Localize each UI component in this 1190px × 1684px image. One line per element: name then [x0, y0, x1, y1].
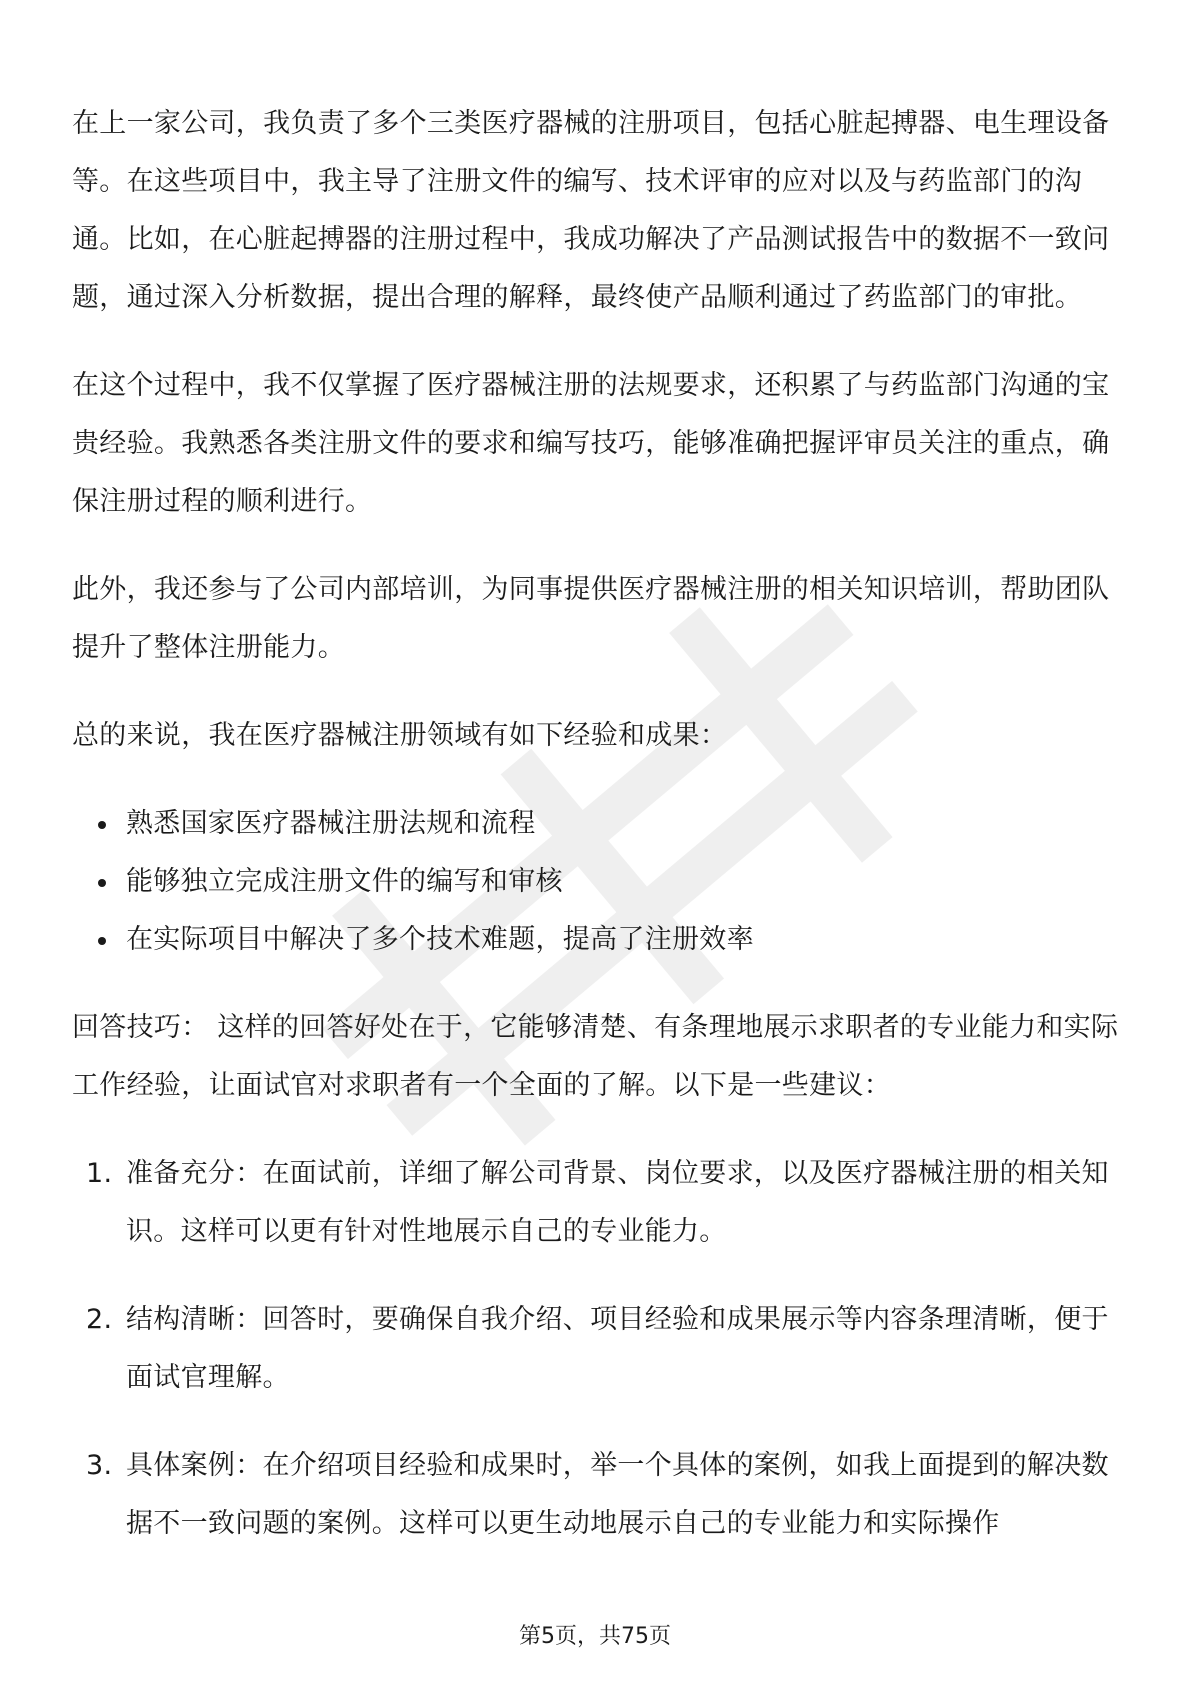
item-number: 1. [86, 1158, 113, 1189]
bullet-dot-icon [98, 937, 106, 945]
list-item [72, 853, 1122, 911]
bullet-dot-icon [98, 879, 106, 887]
numbered-item-text: 结构清晰：回答时，要确保自我介绍、项目经验和成果展示等内容条理清晰，便于面试官理解。 [126, 1304, 1109, 1393]
bullet-dot-icon [98, 821, 106, 829]
numbered-item-text: 准备充分：在面试前，详细了解公司背景、岗位要求，以及医疗器械注册的相关知识。这样可以更有针对性地展示自己的专业能力。 [126, 1158, 1109, 1247]
numbered-item [72, 1291, 1122, 1407]
paragraph-process: 在这个过程中，我不仅掌握了医疗器械注册的法规要求，还积累了与药监部门沟通的宝贵经验。我熟悉各类注册文件的要求和编写技巧，能够准确把握评审员关注的重点，确保注册过程的顺利进行。 [72, 370, 1110, 517]
numbered-list [72, 1145, 1122, 1553]
item-number: 2. [86, 1304, 113, 1335]
numbered-item-text: 具体案例：在介绍项目经验和成果时，举一个具体的案例，如我上面提到的解决数据不一致问题的案例。这样可以更生动地展示自己的专业能力和实际操作 [126, 1450, 1109, 1539]
list-item-text: 能够独立完成注册文件的编写和审核 [126, 866, 563, 897]
numbered-item [72, 1437, 1122, 1553]
paragraph-training: 此外，我还参与了公司内部培训，为同事提供医疗器械注册的相关知识培训，帮助团队提升了整体注册能力。 [72, 574, 1110, 663]
list-item [72, 795, 1122, 853]
list-item-text: 在实际项目中解决了多个技术难题，提高了注册效率 [126, 924, 754, 955]
list-item [72, 911, 1122, 969]
main-content [72, 95, 1122, 1583]
paragraph-summary: 总的来说，我在医疗器械注册领域有如下经验和成果： [72, 720, 728, 751]
numbered-item [72, 1145, 1122, 1261]
bullet-list [72, 795, 1122, 969]
page-footer: 第5页，共75页 [519, 1624, 671, 1649]
paragraph-tips: 回答技巧： 这样的回答好处在于，它能够清楚、有条理地展示求职者的专业能力和实际工作经验，让面试官对求职者有一个全面的了解。以下是一些建议： [72, 1012, 1119, 1101]
list-item-text: 熟悉国家医疗器械注册法规和流程 [126, 808, 536, 839]
item-number: 3. [86, 1450, 113, 1481]
paragraph-experience: 在上一家公司，我负责了多个三类医疗器械的注册项目，包括心脏起搏器、电生理设备等。在这些项目中，我主导了注册文件的编写、技术评审的应对以及与药监部门的沟通。比如，在心脏起搏器的注册过程中，我成功解决了产品测试报告中的数据不一致问题，通过深入分析数据，提出合理的解释，最终使产品顺利通过了药监部门的审批。 [72, 108, 1110, 313]
